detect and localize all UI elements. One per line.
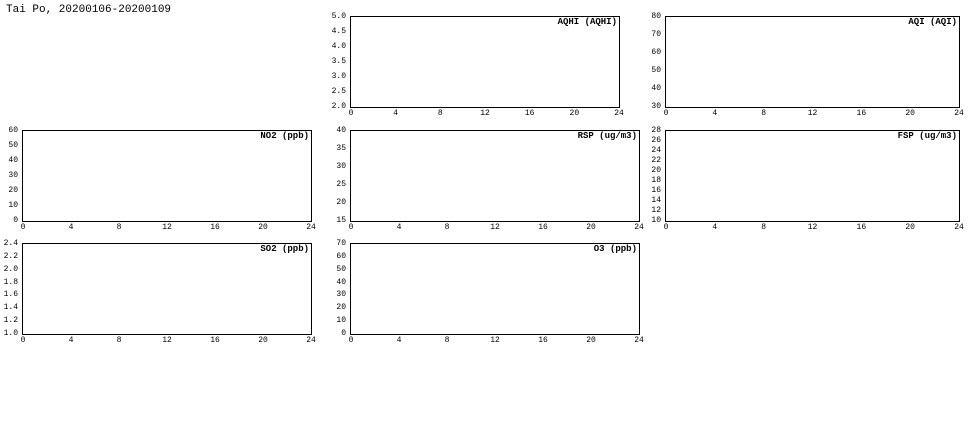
chart-o3-ytick: 50 [336,264,346,274]
chart-aqi-ytick: 70 [651,30,661,39]
chart-aqhi-xtick: 0 [348,109,354,118]
chart-aqhi [350,16,620,108]
chart-fsp-ytick: 12 [651,206,661,215]
chart-aqi-xtick: 12 [807,109,818,118]
chart-aqhi-xtick: 4 [393,109,399,118]
chart-aqi-ytick: 30 [651,102,661,111]
chart-so2-ytick: 2.4 [3,239,18,248]
chart-fsp-ytick: 28 [651,126,661,135]
chart-aqi-ytick: 40 [651,84,661,93]
chart-aqi-xtick: 0 [663,109,669,118]
chart-o3-xtick: 12 [490,336,500,345]
chart-aqhi-ytick: 2.5 [331,87,346,96]
chart-aqhi-ytick: 3.0 [331,72,346,81]
chart-aqhi-frame [350,16,620,108]
chart-no2-xtick: 8 [116,223,122,232]
chart-no2-xtick: 24 [306,223,316,232]
chart-no2-ytick: 0 [13,216,18,225]
chart-aqi-title: AQI (AQI) [908,17,957,27]
chart-so2-ytick: 1.0 [3,329,18,338]
chart-no2-xtick: 16 [210,223,220,232]
chart-so2-frame [22,243,312,335]
chart-aqhi-ytick: 4.5 [331,27,346,36]
chart-o3-title: O3 (ppb) [593,244,637,254]
chart-no2-title: NO2 (ppb) [260,131,309,141]
chart-no2-ytick: 10 [8,201,18,210]
chart-rsp-frame [350,130,640,222]
chart-rsp-title: RSP (ug/m3) [577,131,637,141]
chart-no2-ytick: 50 [8,141,18,150]
chart-fsp-xtick: 8 [761,223,767,232]
chart-o3-xtick: 16 [538,336,548,345]
chart-aqi-xtick: 16 [856,109,867,118]
chart-o3-xtick: 4 [396,336,402,345]
chart-so2-ytick: 1.4 [3,303,18,313]
chart-so2-xtick: 12 [162,336,172,345]
chart-so2-ytick: 2.0 [3,264,18,274]
chart-o3-frame [350,243,640,335]
chart-aqhi-ytick: 2.0 [331,102,346,111]
chart-rsp-xtick: 0 [348,223,354,232]
chart-o3-ytick: 40 [336,277,346,287]
chart-so2-xtick: 8 [116,336,122,345]
chart-rsp-ytick: 20 [336,198,346,207]
chart-aqhi-xtick: 12 [480,109,490,118]
chart-o3 [350,243,640,335]
chart-no2-xtick: 4 [68,223,74,232]
chart-fsp-xtick: 4 [712,223,718,232]
chart-aqi [665,16,960,108]
chart-fsp-ytick: 10 [651,216,661,225]
chart-fsp [665,130,960,222]
chart-o3-xtick: 0 [348,336,354,345]
chart-rsp-xtick: 20 [586,223,596,232]
chart-o3-ytick: 20 [336,303,346,313]
chart-aqi-xtick: 20 [905,109,915,118]
chart-no2-ytick: 20 [8,186,18,195]
chart-fsp-xtick: 12 [807,223,818,232]
chart-rsp [350,130,640,222]
chart-rsp-xtick: 24 [634,223,644,232]
chart-aqi-xtick: 4 [712,109,718,118]
chart-o3-ytick: 0 [341,329,346,338]
chart-aqhi-xtick: 8 [437,109,443,118]
chart-no2-xtick: 20 [258,223,268,232]
chart-rsp-xtick: 12 [490,223,500,232]
chart-o3-xtick: 8 [444,336,450,345]
chart-no2-ytick: 30 [8,171,18,180]
chart-no2-ytick: 60 [8,126,18,135]
chart-so2-xtick: 4 [68,336,74,345]
chart-aqi-ytick: 50 [651,66,661,75]
chart-aqi-ytick: 60 [651,48,661,57]
chart-so2-ytick: 1.2 [3,316,18,326]
chart-o3-xtick: 20 [586,336,596,345]
chart-rsp-ytick: 30 [336,162,346,171]
chart-no2 [22,130,312,222]
chart-so2-ytick: 1.8 [3,277,18,287]
chart-so2-ytick: 2.2 [3,251,18,261]
chart-so2-ytick: 1.6 [3,290,18,300]
chart-aqhi-xtick: 20 [569,109,580,118]
chart-no2-xtick: 12 [162,223,172,232]
chart-fsp-ytick: 18 [651,176,661,185]
chart-aqi-xtick: 24 [954,109,964,118]
chart-rsp-ytick: 40 [336,126,346,135]
chart-so2-title: SO2 (ppb) [260,244,309,254]
chart-aqhi-ytick: 3.5 [331,57,346,66]
chart-rsp-xtick: 16 [538,223,548,232]
chart-rsp-xtick: 8 [444,223,450,232]
chart-fsp-title: FSP (ug/m3) [897,131,957,141]
chart-aqhi-ytick: 4.0 [331,42,346,51]
chart-so2-xtick: 24 [306,336,316,345]
chart-o3-ytick: 70 [336,239,346,248]
chart-aqhi-ytick: 5.0 [331,12,346,21]
chart-fsp-ytick: 26 [651,136,661,145]
chart-fsp-xtick: 20 [905,223,915,232]
chart-so2-xtick: 16 [210,336,220,345]
chart-rsp-ytick: 25 [336,180,346,189]
chart-fsp-xtick: 16 [856,223,867,232]
chart-fsp-ytick: 14 [651,196,661,205]
chart-rsp-ytick: 35 [336,144,346,153]
chart-fsp-frame [665,130,960,222]
chart-o3-ytick: 30 [336,290,346,300]
chart-so2-xtick: 0 [20,336,26,345]
chart-fsp-ytick: 20 [651,166,661,175]
chart-aqhi-title: AQHI (AQHI) [557,17,617,27]
chart-no2-ytick: 40 [8,156,18,165]
chart-aqi-frame [665,16,960,108]
chart-aqi-ytick: 80 [651,12,661,21]
chart-so2-xtick: 20 [258,336,268,345]
chart-fsp-xtick: 0 [663,223,669,232]
chart-rsp-xtick: 4 [396,223,402,232]
chart-no2-frame [22,130,312,222]
chart-fsp-ytick: 16 [651,186,661,195]
chart-aqhi-xtick: 16 [524,109,535,118]
chart-o3-ytick: 10 [336,316,346,326]
chart-fsp-xtick: 24 [954,223,964,232]
chart-fsp-ytick: 24 [651,146,661,155]
chart-no2-xtick: 0 [20,223,26,232]
chart-rsp-ytick: 15 [336,216,346,225]
chart-so2 [22,243,312,335]
page-title: Tai Po, 20200106-20200109 [6,4,172,16]
chart-o3-ytick: 60 [336,251,346,261]
chart-aqi-xtick: 8 [761,109,767,118]
chart-o3-xtick: 24 [634,336,644,345]
chart-aqhi-xtick: 24 [614,109,624,118]
chart-fsp-ytick: 22 [651,156,661,165]
